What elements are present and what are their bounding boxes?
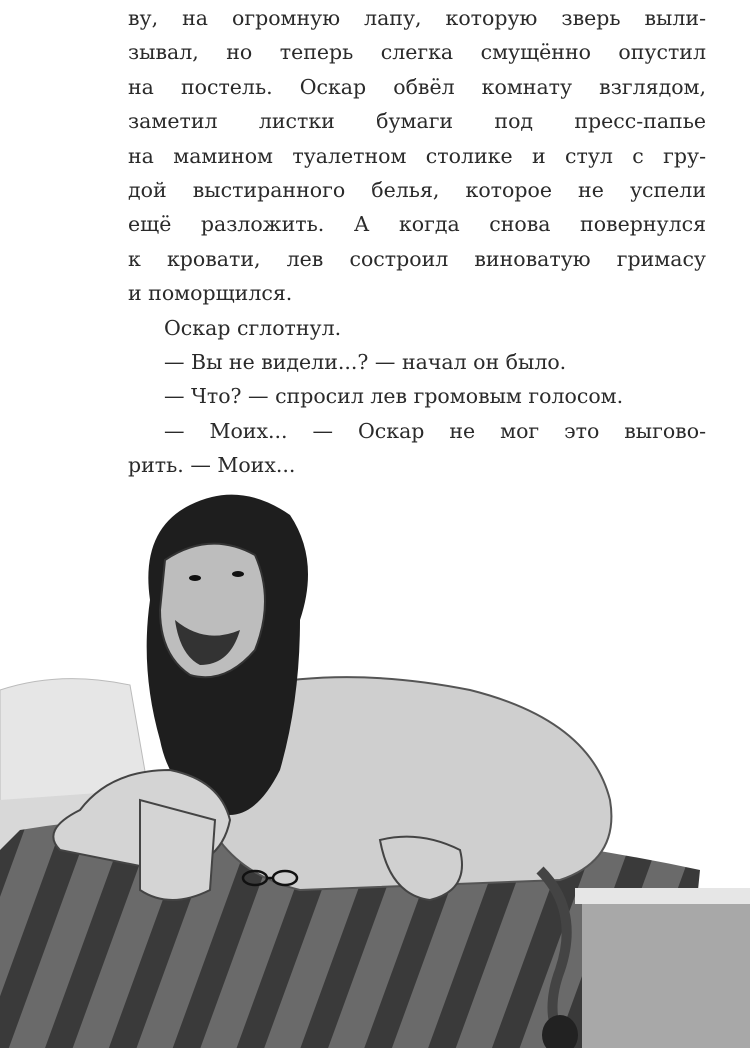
story-text bbox=[128, 1, 706, 482]
text-line: ещё разложить. А когда снова повернулся bbox=[128, 212, 706, 237]
lion-eye bbox=[189, 575, 201, 581]
text-line: и поморщился. bbox=[128, 281, 293, 306]
text-line: на мамином туалетном столике и стул с гру- bbox=[128, 143, 706, 168]
text-line: — Моих... — Оскар не мог это выгово- bbox=[164, 418, 706, 443]
text-line: дой выстиранного белья, которое не успели bbox=[128, 177, 706, 202]
text-line: ву, на огромную лапу, которую зверь выли- bbox=[128, 6, 706, 30]
text-line: на постель. Оскар обвёл комнату взглядом, bbox=[128, 74, 706, 99]
text-line: рить. — Моих... bbox=[128, 453, 296, 478]
lion-illustration bbox=[0, 470, 750, 1048]
text-line: — Вы не видели...? — начал он было. bbox=[164, 349, 567, 374]
box-lid bbox=[575, 888, 750, 904]
box bbox=[582, 900, 750, 1048]
text-line: зывал, но теперь слегка смущённо опустил bbox=[128, 40, 706, 65]
text-line: к кровати, лев состроил виноватую гримасу bbox=[128, 246, 706, 271]
text-line: Оскар сглотнул. bbox=[164, 315, 342, 340]
text-line: заметил листки бумаги под пресс-папье bbox=[128, 109, 706, 134]
text-line: — Что? — спросил лев громовым голосом. bbox=[164, 384, 624, 409]
lion-eye bbox=[232, 571, 244, 577]
